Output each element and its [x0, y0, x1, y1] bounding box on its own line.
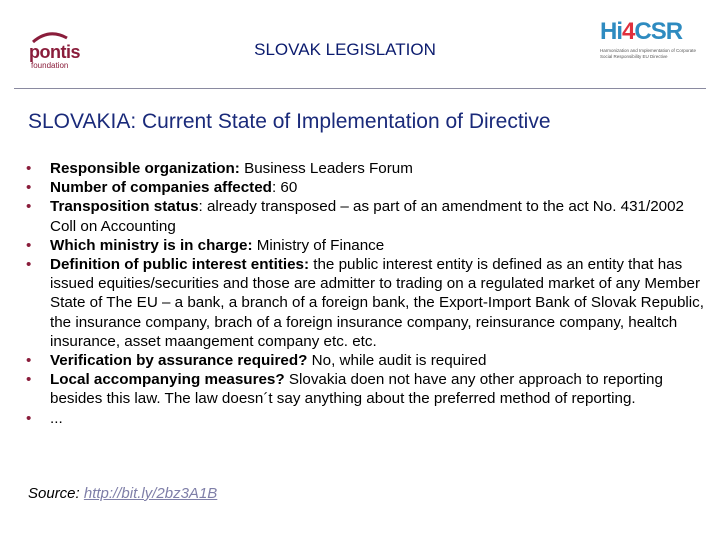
bullet-dot-icon: • [26, 409, 32, 427]
header-divider [14, 88, 706, 89]
bullet-dot-icon: • [26, 179, 32, 197]
bullet-item: • Local accompanying measures? Slovakia doen not have any other approach to reporting besides this law. The law doesn´t say anything about the preferred method of reporting. [26, 371, 663, 408]
bullet-dot-icon: • [26, 236, 32, 254]
hi4csr-logo-brand: Hi4CSR [600, 18, 683, 45]
source-label: Source: [28, 485, 84, 502]
bullet-item: • ... [26, 409, 63, 427]
source-line [28, 485, 217, 502]
hi4csr-logo-tagline: Harmonization and Implementation of Corporate Social Responsibility EU Directive [600, 48, 697, 59]
slide-title: SLOVAKIA: Current State of Implementation of Directive [28, 110, 551, 133]
header-title: SLOVAK LEGISLATION [254, 40, 436, 59]
bullet-item: • Which ministry is in charge: Ministry of Finance [26, 236, 385, 254]
source-link[interactable]: http://bit.ly/2bz3A1B [83, 485, 218, 502]
bullet-dot-icon: • [26, 352, 32, 370]
bullet-dot-icon: • [26, 198, 32, 216]
hi4csr-logo [598, 18, 698, 68]
slide-header [0, 0, 720, 90]
bullet-dot-icon: • [26, 160, 32, 177]
bullet-dot-icon: • [26, 256, 32, 274]
bullet-item: • Transposition status: already transposed – as part of an amendment to the act No. 431/2002 Coll on Accounting [26, 198, 684, 235]
bullet-item: • Verification by assurance required? No, while audit is required [26, 352, 487, 370]
bullet-dot-icon: • [26, 371, 32, 389]
pontis-logo-sub: foundation [31, 61, 69, 70]
bullet-item: • Definition of public interest entities: the public interest entity is defined as an entity that has issued equities/securities and those are admitter to trading on a regulated market of any Member State of The EU – a bank, a branch of a foreign bank, the Export-Import Bank of Slovak Republic, the insurance company, brach of a foreign insurance company, reinsurance company, healtch insurance, asset maangement company etc. etc. [26, 256, 704, 350]
pontis-logo-word: pontis [29, 42, 80, 62]
bullet-item: • Responsible organization: Business Leaders Forum [26, 160, 413, 177]
bullet-item: • Number of companies affected: 60 [26, 179, 298, 197]
bullet-list [26, 159, 706, 428]
